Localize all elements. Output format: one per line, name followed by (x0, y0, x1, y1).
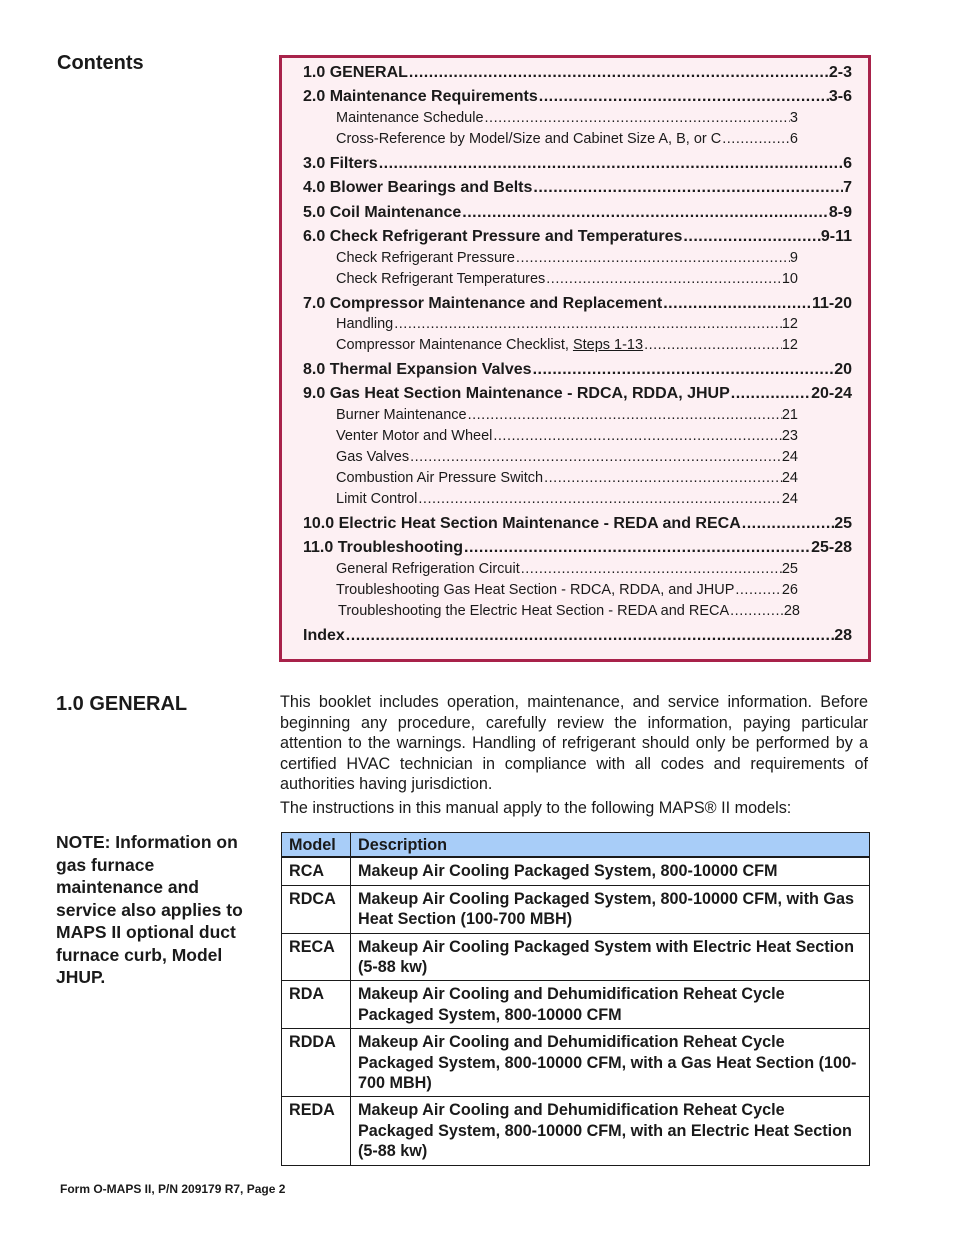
toc-leader-dots (532, 179, 843, 197)
toc-page-number: 28 (783, 603, 800, 619)
toc-page-number: 20-24 (811, 385, 852, 402)
description-cell: Makeup Air Cooling Packaged System, 800-10000 CFM, with Gas Heat Section (100-700 MBH) (351, 885, 870, 933)
toc-page-number: 9-11 (820, 228, 852, 245)
contents-heading: Contents (57, 52, 144, 74)
toc-page-number: 26 (781, 582, 798, 598)
toc-entry[interactable] (303, 204, 852, 224)
toc-subentry[interactable] (336, 449, 798, 467)
toc-entry-title: 6.0 Check Refrigerant Pressure and Temperatures (303, 228, 683, 245)
toc-entry-title: 3.0 Filters (303, 155, 378, 172)
model-cell: RDDA (282, 1029, 351, 1097)
toc-leader-dots (492, 428, 781, 444)
toc-subentry[interactable] (336, 250, 798, 268)
table-row (282, 1029, 870, 1097)
toc-entry[interactable] (303, 88, 852, 108)
toc-page-number: 25-28 (811, 539, 852, 556)
toc-leader-dots (682, 228, 820, 246)
toc-entry-title: Combustion Air Pressure Switch (336, 470, 544, 486)
toc-leader-dots (662, 295, 812, 313)
table-row (282, 885, 870, 933)
toc-entry-title: 1.0 GENERAL (303, 64, 408, 81)
intro-paragraph: This booklet includes operation, maintenance, and service information. Before beginning any procedure, carefully review the information, paying particular attention to the warnings. Handling of refrigerant should only be performed by a certified HVAC technician in compliance with all codes and requirements of authorities having jurisdiction. (280, 693, 868, 794)
table-row (282, 1097, 870, 1165)
toc-page-number: 20 (834, 361, 852, 378)
toc-entry-title: Gas Valves (336, 449, 410, 465)
table-of-contents (279, 55, 871, 662)
description-cell: Makeup Air Cooling and Dehumidification Reheat Cycle Packaged System, 800-10000 CFM (351, 981, 870, 1029)
toc-subentry[interactable] (336, 131, 798, 149)
note-text: NOTE: Information on gas furnace maintenance and service also applies to MAPS II optional duct furnace curb, Model JHUP. (56, 832, 243, 987)
toc-subentry[interactable] (336, 316, 798, 334)
toc-leader-dots (345, 627, 834, 645)
toc-entry-title: Check Refrigerant Temperatures (336, 271, 546, 287)
column-header-model: Model (282, 833, 351, 858)
toc-entry-title: Troubleshooting Gas Heat Section - RDCA, RDDA, and JHUP (336, 582, 735, 598)
toc-entry-title: General Refrigeration Circuit (336, 561, 520, 577)
toc-subentry[interactable] (336, 271, 798, 289)
toc-page-number: 6 (789, 131, 798, 147)
toc-page-number: 2-3 (828, 64, 852, 81)
toc-page-number: 8-9 (828, 204, 852, 221)
toc-page-number: 12 (781, 337, 798, 353)
model-cell: RDCA (282, 885, 351, 933)
toc-page-number: 12 (781, 316, 798, 332)
section-heading-general: 1.0 GENERAL (56, 693, 188, 715)
toc-subentry[interactable] (336, 491, 798, 509)
toc-page-number: 6 (843, 155, 852, 172)
toc-entry-title: Index (303, 627, 345, 644)
toc-entry-title: Limit Control (336, 491, 418, 507)
toc-leader-dots (515, 250, 790, 266)
toc-entry-title: Maintenance Schedule (336, 110, 484, 126)
toc-entry-title: 11.0 Troubleshooting (303, 539, 464, 556)
toc-entry-title: 9.0 Gas Heat Section Maintenance - RDCA, RDDA, JHUP (303, 385, 730, 402)
table-header-row (282, 833, 870, 858)
toc-page-number: 3 (789, 110, 798, 126)
toc-entry-title: Check Refrigerant Pressure (336, 250, 515, 266)
toc-page-number: 23 (781, 428, 798, 444)
description-cell: Makeup Air Cooling Packaged System with Electric Heat Section (5-88 kw) (351, 933, 870, 981)
models-table (281, 832, 870, 1166)
toc-leader-dots (408, 64, 829, 82)
toc-leader-dots (741, 515, 834, 533)
models-intro-paragraph: The instructions in this manual apply to the following MAPS® II models: (280, 799, 792, 817)
toc-entry-title: Burner Maintenance (336, 407, 467, 423)
toc-entry-title: Handling (336, 316, 394, 332)
toc-page-number: 25 (834, 515, 852, 532)
toc-entry[interactable] (303, 228, 852, 248)
model-cell: RCA (282, 857, 351, 885)
toc-leader-dots (417, 491, 781, 507)
toc-page-number: 21 (781, 407, 798, 423)
toc-entry[interactable] (303, 179, 852, 199)
toc-page-number: 24 (781, 449, 798, 465)
toc-leader-dots (543, 470, 782, 486)
toc-leader-dots (545, 271, 782, 287)
model-cell: RECA (282, 933, 351, 981)
toc-entry-title: Compressor Maintenance Checklist, (336, 337, 569, 353)
toc-page-number: 10 (781, 271, 798, 287)
toc-leader-dots (393, 316, 782, 332)
toc-page-number: 24 (781, 470, 798, 486)
toc-leader-dots (721, 131, 790, 147)
toc-page-number: 11-20 (811, 295, 852, 312)
toc-leader-dots (467, 407, 782, 423)
toc-subentry[interactable] (336, 428, 798, 446)
toc-entry-title: 7.0 Compressor Maintenance and Replacement (303, 295, 663, 312)
toc-leader-dots (734, 582, 781, 598)
toc-leader-dots (729, 603, 784, 619)
page-footer: Form O-MAPS II, P/N 209179 R7, Page 2 (60, 1182, 286, 1196)
description-cell: Makeup Air Cooling and Dehumidification Reheat Cycle Packaged System, 800-10000 CFM, with an Electric Heat Section (5-88 kw) (351, 1097, 870, 1165)
toc-leader-dots (538, 88, 829, 106)
toc-page-number: 9 (789, 250, 798, 266)
toc-leader-dots (643, 337, 782, 353)
toc-page-number: 25 (781, 561, 798, 577)
toc-page-number: 7 (843, 179, 852, 196)
toc-subentry[interactable] (336, 407, 798, 425)
toc-leader-dots (461, 204, 829, 222)
toc-leader-dots (520, 561, 782, 577)
toc-leader-dots (409, 449, 782, 465)
toc-entry-title: Troubleshooting the Electric Heat Section - REDA and RECA (338, 603, 730, 619)
toc-entry[interactable] (303, 539, 852, 559)
toc-entry-title: 10.0 Electric Heat Section Maintenance - REDA and RECA (303, 515, 741, 532)
toc-entry-title: Venter Motor and Wheel (336, 428, 493, 444)
toc-page-number: 24 (781, 491, 798, 507)
toc-leader-dots (532, 361, 835, 379)
toc-page-number: 28 (834, 627, 852, 644)
toc-entry[interactable] (303, 295, 852, 315)
model-cell: RDA (282, 981, 351, 1029)
toc-page-number: 3-6 (828, 88, 852, 105)
toc-entry[interactable] (303, 155, 852, 175)
toc-leader-dots (484, 110, 790, 126)
toc-entry[interactable] (303, 515, 852, 535)
toc-leader-dots (730, 385, 811, 403)
toc-entry-title: 5.0 Coil Maintenance (303, 204, 462, 221)
toc-leader-dots (378, 155, 843, 173)
toc-leader-dots (463, 539, 811, 557)
toc-subentry[interactable] (336, 337, 798, 355)
toc-subentry[interactable] (336, 470, 798, 488)
toc-entry[interactable] (303, 361, 852, 381)
toc-entry-title: Cross-Reference by Model/Size and Cabinet Size A, B, or C (336, 131, 722, 147)
table-row (282, 933, 870, 981)
table-row (282, 981, 870, 1029)
description-cell: Makeup Air Cooling Packaged System, 800-10000 CFM (351, 857, 870, 885)
toc-subentry[interactable] (336, 561, 798, 579)
toc-subentry[interactable] (336, 110, 798, 128)
toc-entry-link[interactable]: Steps 1-13 (572, 337, 644, 353)
description-cell: Makeup Air Cooling and Dehumidification Reheat Cycle Packaged System, 800-10000 CFM, with a Gas Heat Section (100-700 MBH) (351, 1029, 870, 1097)
toc-entry-title: 2.0 Maintenance Requirements (303, 88, 538, 105)
toc-entry-title: 4.0 Blower Bearings and Belts (303, 179, 533, 196)
toc-entry[interactable] (303, 627, 852, 647)
toc-subentry[interactable] (336, 582, 798, 600)
toc-entry[interactable] (303, 64, 852, 84)
table-row (282, 857, 870, 885)
column-header-description: Description (351, 833, 870, 858)
toc-entry-title: 8.0 Thermal Expansion Valves (303, 361, 532, 378)
toc-entry[interactable] (303, 385, 852, 405)
model-cell: REDA (282, 1097, 351, 1165)
toc-subentry[interactable] (338, 603, 800, 621)
